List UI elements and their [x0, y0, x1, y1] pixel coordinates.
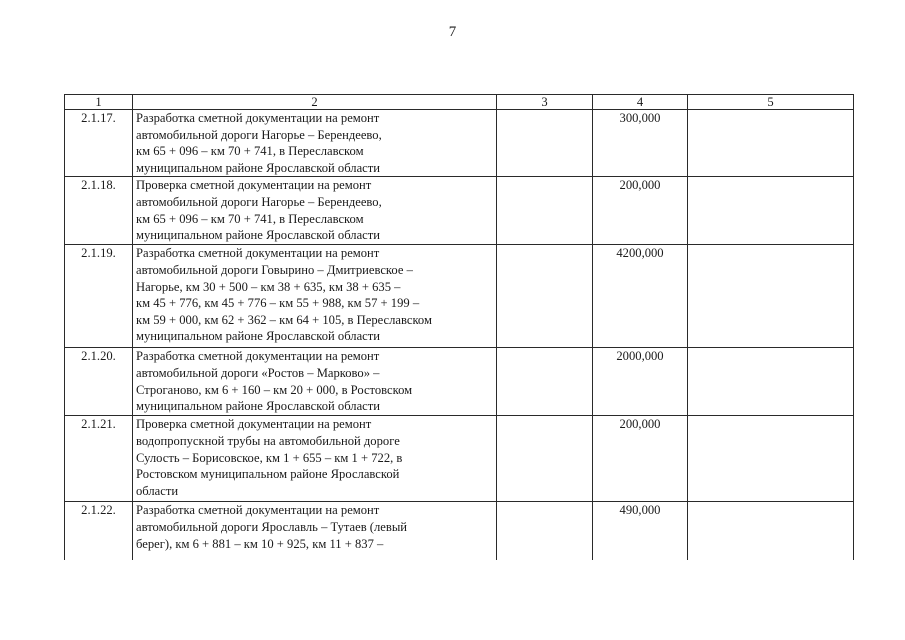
row-col5 [688, 502, 854, 560]
table-row [65, 177, 854, 245]
column-header-4: 4 [593, 95, 688, 110]
page-number: 7 [448, 24, 457, 40]
column-header-2: 2 [133, 95, 497, 110]
row-description: Разработка сметной документации на ремонт автомобильной дороги Нагорье – Берендеево, км 65 + 096 – км 70 + 741, в Переславском муниципальном районе Ярославской области [133, 110, 497, 177]
row-col3 [497, 110, 593, 177]
row-number: 2.1.19. [65, 245, 133, 348]
table-row [65, 110, 854, 177]
table-row [65, 416, 854, 502]
row-number: 2.1.22. [65, 502, 133, 560]
row-number: 2.1.17. [65, 110, 133, 177]
row-amount: 200,000 [593, 177, 688, 245]
table-row [65, 502, 854, 560]
row-description: Проверка сметной документации на ремонт водопропускной трубы на автомобильной дороге Сулость – Борисовское, км 1 + 655 – км 1 + 722, в Ростовском муниципальном районе Ярославской области [133, 416, 497, 502]
row-col5 [688, 110, 854, 177]
row-col5 [688, 348, 854, 416]
table-row [65, 348, 854, 416]
row-amount: 4200,000 [593, 245, 688, 348]
row-amount: 300,000 [593, 110, 688, 177]
row-description: Разработка сметной документации на ремонт автомобильной дороги «Ростов – Марково» – Строганово, км 6 + 160 – км 20 + 000, в Ростовском муниципальном районе Ярославской области [133, 348, 497, 416]
row-number: 2.1.21. [65, 416, 133, 502]
row-description: Разработка сметной документации на ремонт автомобильной дороги Ярославль – Тутаев (левый берег), км 6 + 881 – км 10 + 925, км 11 + 837 – [133, 502, 497, 560]
row-col3 [497, 177, 593, 245]
row-description: Разработка сметной документации на ремонт автомобильной дороги Говырино – Дмитриевское – Нагорье, км 30 + 500 – км 38 + 635, км 38 + 635 – км 45 + 776, км 45 + 776 – км 55 + 988, км 57 + 199 – км 59 + 000, км 62 + 362 – км 64 + 105, в Переславском муниципальном районе Ярославской области [133, 245, 497, 348]
row-col3 [497, 416, 593, 502]
row-col5 [688, 245, 854, 348]
row-col5 [688, 177, 854, 245]
column-header-3: 3 [497, 95, 593, 110]
row-amount: 200,000 [593, 416, 688, 502]
table-header-row [65, 95, 854, 110]
budget-table [64, 94, 854, 560]
row-amount: 2000,000 [593, 348, 688, 416]
row-amount: 490,000 [593, 502, 688, 560]
row-number: 2.1.20. [65, 348, 133, 416]
column-header-5: 5 [688, 95, 854, 110]
column-header-1: 1 [65, 95, 133, 110]
row-col3 [497, 348, 593, 416]
row-col5 [688, 416, 854, 502]
row-number: 2.1.18. [65, 177, 133, 245]
row-col3 [497, 245, 593, 348]
row-description: Проверка сметной документации на ремонт автомобильной дороги Нагорье – Берендеево, км 65 + 096 – км 70 + 741, в Переславском муниципальном районе Ярославской области [133, 177, 497, 245]
row-col3 [497, 502, 593, 560]
table-row [65, 245, 854, 348]
